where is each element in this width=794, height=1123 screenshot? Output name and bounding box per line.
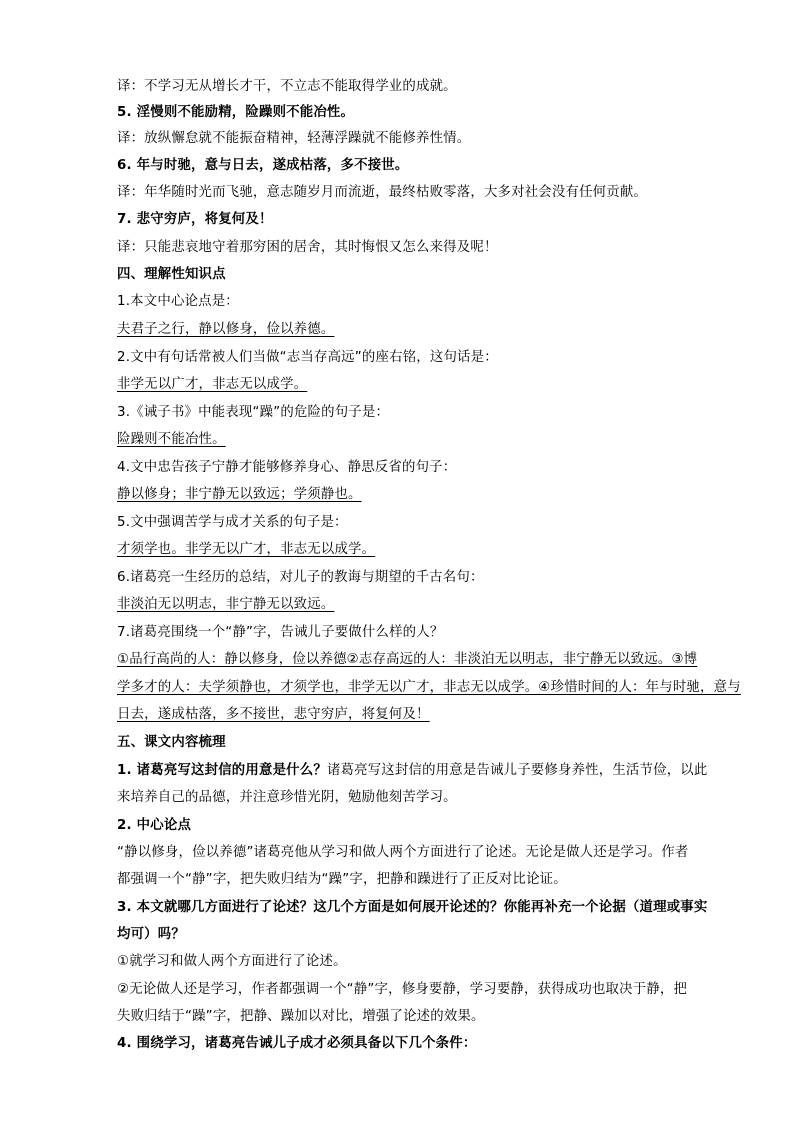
topic-3-answer-2-line-2: 失败归结于“躁”字，把静、躁加以对比，增强了论述的效果。 <box>117 1009 485 1024</box>
topic-3-answer-2-line-1: ②无论做人还是学习，作者都强调一个“静”字，修身要静，学习要静，获得成功也取决于静，把 <box>117 982 688 997</box>
translation-line: 译：放纵懈怠就不能振奋精神，轻薄浮躁就不能修养性情。 <box>117 131 471 146</box>
topic-1-line-2: 来培养自己的品德，并注意珍惜光阴，勉励他刻苦学习。 <box>117 790 457 805</box>
question-6: 6.诸葛亮一生经历的总结，对儿子的教诲与期望的千古名句： <box>117 570 484 585</box>
answer-5: 才须学也。非学无以广才，非志无以成学。 <box>117 542 376 557</box>
topic-1-line-1 <box>117 762 707 780</box>
translation-line: 译：年华随时光而飞驰，意志随岁月而流逝，最终枯败零落，大多对社会没有任何贡献。 <box>117 185 648 200</box>
answer-7-line-3: 日去，遂成枯落，多不接世，悲守穷庐，将复何及！ <box>117 707 430 722</box>
topic-2-line-2: 都强调一个“静”字，把失败归结为“躁”字，把静和躁进行了正反对比论证。 <box>117 872 567 887</box>
answer-2: 非学无以广才，非志无以成学。 <box>117 377 308 392</box>
question-5: 5.文中强调苦学与成才关系的句子是： <box>117 515 348 530</box>
question-1: 1.本文中心论点是： <box>117 294 239 309</box>
question-2: 2.文中有句话常被人们当做“志当存高远”的座右铭，这句话是： <box>117 350 498 365</box>
topic-1-answer: 诸葛亮写这封信的用意是告诫儿子要修身养性，生活节俭，以此 <box>326 763 708 778</box>
topic-3-question-line-2: 均可）吗？ <box>117 927 185 942</box>
answer-1: 夫君子之行，静以修身，俭以养德。 <box>117 322 335 337</box>
question-4: 4.文中忠告孩子宁静才能够修养身心、静思反省的句子： <box>117 460 457 475</box>
classical-sentence-5: 5. 淫慢则不能励精，险躁则不能冶性。 <box>117 105 355 120</box>
translation-line: 译：只能悲哀地守着那穷困的居舍，其时悔恨又怎么来得及呢！ <box>117 240 498 255</box>
answer-3: 险躁则不能冶性。 <box>117 432 226 447</box>
question-7: 7.诸葛亮围绕一个“静”字，告诫儿子要做什么样的人？ <box>117 625 444 640</box>
topic-3-question-line-1: 3. 本文就哪几方面进行了论述？这几个方面是如何展开论述的？你能再补充一个论据（道理或事实 <box>117 900 708 915</box>
answer-6: 非淡泊无以明志，非宁静无以致远。 <box>117 597 335 612</box>
section-heading-4: 四、理解性知识点 <box>117 267 226 282</box>
answer-7-line-1: ①品行高尚的人：静以修身，俭以养德②志存高远的人：非淡泊无以明志，非宁静无以致远。③博 <box>117 652 698 667</box>
answer-4: 静以修身；非宁静无以致远；学须静也。 <box>117 487 362 502</box>
section-heading-5: 五、课文内容梳理 <box>117 735 226 750</box>
classical-sentence-6: 6. 年与时驰，意与日去，遂成枯落，多不接世。 <box>117 158 409 173</box>
translation-line: 译：不学习无从增长才干，不立志不能取得学业的成就。 <box>117 79 457 94</box>
topic-2-line-1: “静以修身，俭以养德”诸葛亮他从学习和做人两个方面进行了论述。无论是做人还是学习。作者 <box>117 845 689 860</box>
question-3: 3.《诫子书》中能表现“躁”的危险的句子是： <box>117 405 390 420</box>
topic-2-heading: 2. 中心论点 <box>117 818 192 833</box>
topic-4-heading: 4. 围绕学习，诸葛亮告诫儿子成才必须具备以下几个条件： <box>117 1036 477 1051</box>
topic-3-answer-1: ①就学习和做人两个方面进行了论述。 <box>117 954 347 969</box>
topic-1-question: 1. 诸葛亮写这封信的用意是什么？ <box>117 763 327 778</box>
classical-sentence-7: 7. 悲守穷庐，将复何及！ <box>117 212 273 227</box>
answer-7-line-2: 学多才的人：夫学须静也，才须学也，非学无以广才，非志无以成学。④珍惜时间的人：年与时驰，意与 <box>117 680 741 695</box>
